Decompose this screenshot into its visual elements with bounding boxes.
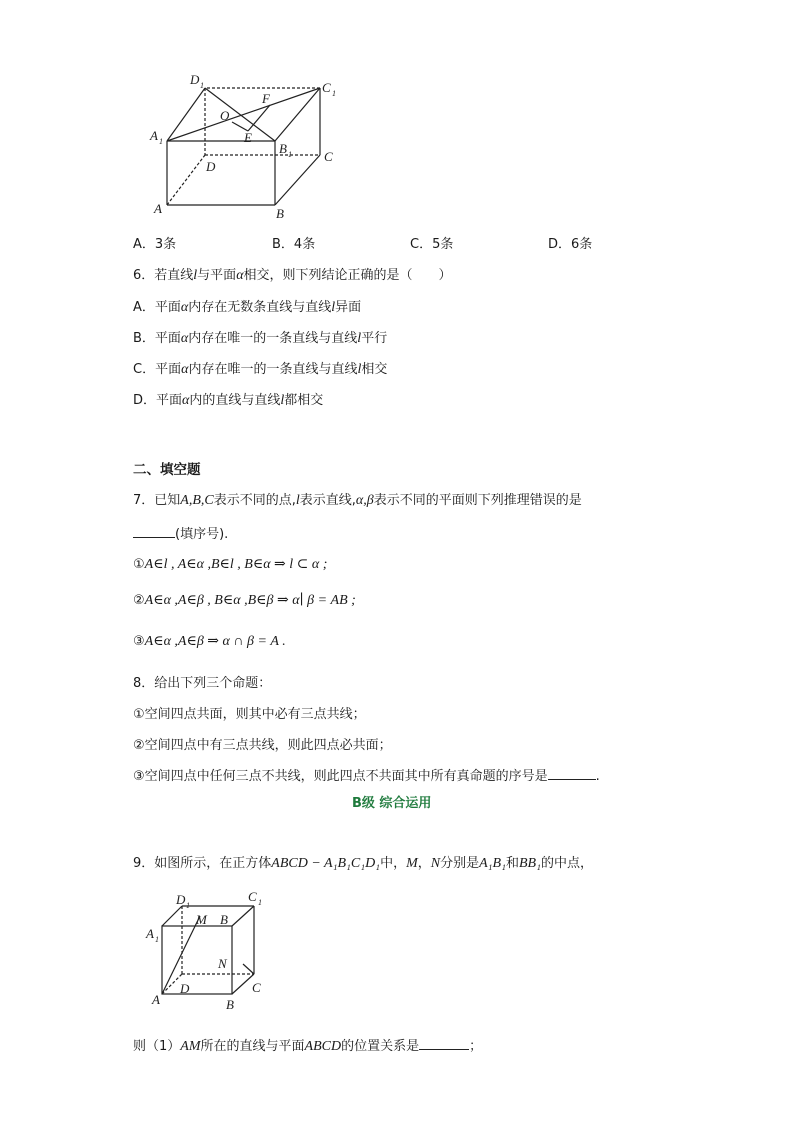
svg-text:1: 1 <box>332 89 336 98</box>
label-e: E <box>244 130 252 145</box>
q8-proposition-2: ②空间四点中有三点共线，则此四点必共面； <box>133 738 392 753</box>
q7-item-1: ①A∈l , A∈α ,B∈l , B∈α ⇒ l ⊂ α ; <box>133 557 328 572</box>
cube-label-b: B <box>226 997 234 1012</box>
svg-text:1: 1 <box>186 901 190 910</box>
label-c1: C <box>322 80 331 95</box>
cube-label-n: N <box>218 956 227 971</box>
cube-label-c: C <box>252 980 261 995</box>
q7-item-2: ②A∈α ,A∈β , B∈α ,B∈β ⇒ α∣ β = AB ; <box>133 593 356 608</box>
cube-label-c1: C <box>248 889 257 904</box>
q9-stem: 9．如图所示，在正方体ABCD − A₁B₁C₁D₁中，M，N分别是A₁B₁和BB₁的中点， <box>133 856 593 871</box>
cube-label-a: A <box>152 992 160 1007</box>
cube-label-b1: B <box>220 912 228 927</box>
label-b1: B <box>279 141 287 156</box>
figure-prism <box>140 70 350 220</box>
q8-stem: 8．给出下列三个命题： <box>133 676 272 691</box>
q8-proposition-3: ③空间四点中任何三点不共线，则此四点不共面其中所有真命题的序号是 . <box>133 765 600 784</box>
q7-fill-line: (填序号). <box>133 523 228 542</box>
svg-text:1: 1 <box>200 81 204 90</box>
q7-stem: 7．已知A,B,C表示不同的点,l表示直线,α,β表示不同的平面则下列推理错误的是 <box>133 493 582 508</box>
svg-text:1: 1 <box>258 898 262 907</box>
label-o: O <box>220 108 230 123</box>
q6-option-c: C．平面α内存在唯一的一条直线与直线l相交 <box>133 362 388 377</box>
label-a: A <box>154 201 162 216</box>
level-b-heading: B级 综合运用 <box>352 796 432 811</box>
figure-cube <box>140 888 280 1013</box>
q8-proposition-1: ①空间四点共面，则其中必有三点共线； <box>133 707 366 722</box>
q8-answer-blank[interactable] <box>548 765 596 780</box>
label-b: B <box>276 206 284 220</box>
q5-option-a: A．3条 <box>133 237 177 252</box>
label-d: D <box>206 159 216 174</box>
q6-option-d: D．平面α内的直线与直线l都相交 <box>133 393 324 408</box>
label-d1: D <box>190 72 200 87</box>
q9-sub1-answer-blank[interactable] <box>419 1035 469 1050</box>
cube-label-m: M <box>196 912 207 927</box>
q5-option-d: D．6条 <box>548 237 593 252</box>
q7-item-3: ③A∈α ,A∈β ⇒ α ∩ β = A . <box>133 634 286 649</box>
svg-text:1: 1 <box>159 137 163 146</box>
cube-label-a1: A <box>146 926 154 941</box>
q7-answer-blank[interactable] <box>133 523 175 538</box>
q6-stem: 6．若直线l与平面α相交，则下列结论正确的是（ ） <box>133 268 452 283</box>
cube-label-d1: D <box>176 892 186 907</box>
label-a1: A <box>150 128 158 143</box>
section-title-fill-blank: 二、填空题 <box>133 462 201 478</box>
label-c: C <box>324 149 333 164</box>
svg-text:1: 1 <box>288 150 292 159</box>
label-f: F <box>262 91 270 106</box>
q9-sub1: 则（1）AM所在的直线与平面ABCD的位置关系是 ； <box>133 1035 482 1055</box>
svg-text:1: 1 <box>155 935 159 944</box>
q6-option-b: B．平面α内存在唯一的一条直线与直线l平行 <box>133 331 388 346</box>
q5-option-c: C．5条 <box>410 237 454 252</box>
cube-label-d: D <box>180 981 190 996</box>
q5-option-b: B．4条 <box>272 237 316 252</box>
q6-option-a: A．平面α内存在无数条直线与直线l异面 <box>133 300 362 315</box>
